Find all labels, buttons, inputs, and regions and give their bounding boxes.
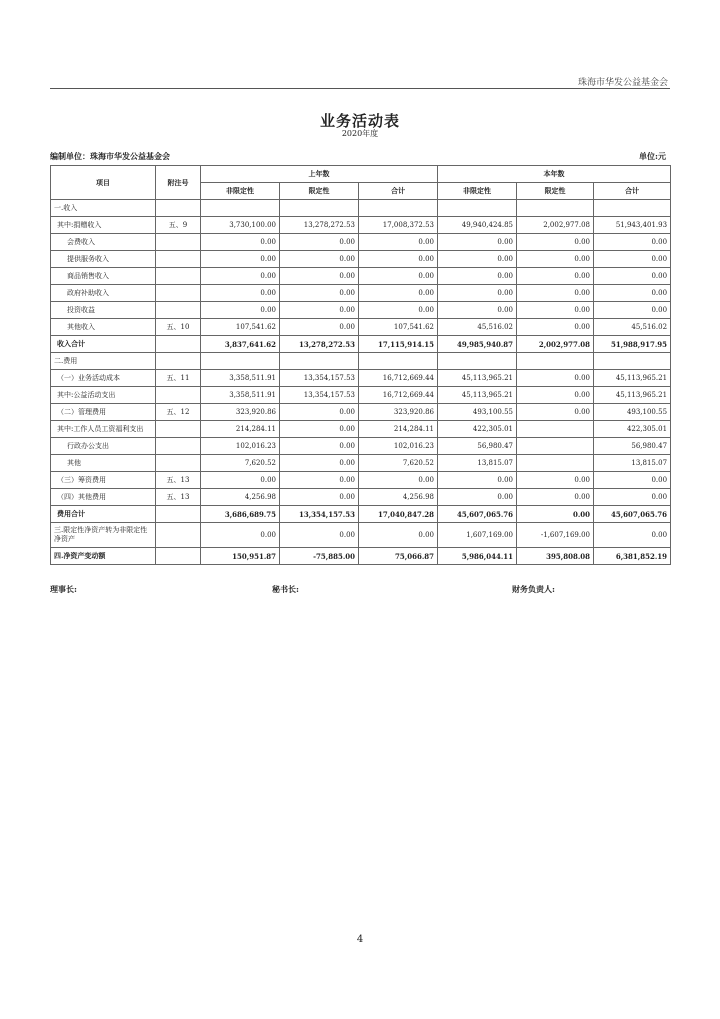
cell-prev-restricted: 0.00 bbox=[280, 234, 359, 251]
cell-curr-total: 51,988,917.95 bbox=[594, 336, 671, 353]
cell-curr-unrestricted: 13,815.07 bbox=[438, 455, 517, 472]
table-row bbox=[51, 506, 671, 523]
header-organization: 珠海市华发公益基金会 bbox=[577, 78, 668, 88]
cell-curr-unrestricted: 0.00 bbox=[438, 285, 517, 302]
finance-signature-label: 财务负责人: bbox=[512, 584, 555, 594]
row-item-label: 三.限定性净资产转为非限定性净资产 bbox=[51, 523, 156, 548]
cell-curr-restricted: 2,002,977.08 bbox=[517, 217, 594, 234]
cell-prev-total: 102,016.23 bbox=[359, 438, 438, 455]
cell-prev-total: 107,541.62 bbox=[359, 319, 438, 336]
cell-prev-unrestricted bbox=[201, 353, 280, 370]
row-note-ref: 五、13 bbox=[156, 489, 201, 506]
cell-prev-total: 17,115,914.15 bbox=[359, 336, 438, 353]
cell-prev-restricted: 0.00 bbox=[280, 285, 359, 302]
table-row bbox=[51, 200, 671, 217]
cell-prev-unrestricted: 7,620.52 bbox=[201, 455, 280, 472]
table-row bbox=[51, 370, 671, 387]
cell-curr-restricted: -1,607,169.00 bbox=[517, 523, 594, 548]
row-note-ref: 五、11 bbox=[156, 370, 201, 387]
cell-curr-restricted: 0.00 bbox=[517, 506, 594, 523]
col-header-item: 项目 bbox=[51, 166, 156, 200]
cell-prev-total: 0.00 bbox=[359, 234, 438, 251]
cell-curr-total: 45,113,965.21 bbox=[594, 387, 671, 404]
row-item-label: 其中:公益活动支出 bbox=[51, 387, 156, 404]
cell-prev-unrestricted: 107,541.62 bbox=[201, 319, 280, 336]
row-note-ref bbox=[156, 200, 201, 217]
table-row bbox=[51, 455, 671, 472]
cell-curr-total: 45,516.02 bbox=[594, 319, 671, 336]
col-header-note: 附注号 bbox=[156, 166, 201, 200]
cell-prev-unrestricted: 3,686,689.75 bbox=[201, 506, 280, 523]
cell-curr-unrestricted: 0.00 bbox=[438, 251, 517, 268]
row-note-ref bbox=[156, 302, 201, 319]
cell-prev-total: 17,008,372.53 bbox=[359, 217, 438, 234]
cell-curr-total: 493,100.55 bbox=[594, 404, 671, 421]
cell-curr-unrestricted: 56,980.47 bbox=[438, 438, 517, 455]
cell-prev-restricted: 0.00 bbox=[280, 404, 359, 421]
cell-prev-total: 0.00 bbox=[359, 523, 438, 548]
cell-curr-total: 0.00 bbox=[594, 523, 671, 548]
cell-prev-total: 75,066.87 bbox=[359, 548, 438, 565]
cell-curr-unrestricted: 5,986,044.11 bbox=[438, 548, 517, 565]
row-note-ref: 五、10 bbox=[156, 319, 201, 336]
row-item-label: 四.净资产变动额 bbox=[51, 548, 156, 565]
cell-prev-unrestricted: 0.00 bbox=[201, 285, 280, 302]
cell-prev-restricted: 13,354,157.53 bbox=[280, 387, 359, 404]
cell-curr-restricted: 0.00 bbox=[517, 319, 594, 336]
cell-prev-restricted: 13,354,157.53 bbox=[280, 506, 359, 523]
cell-prev-total: 16,712,669.44 bbox=[359, 370, 438, 387]
cell-curr-unrestricted: 0.00 bbox=[438, 268, 517, 285]
cell-curr-unrestricted: 0.00 bbox=[438, 234, 517, 251]
row-note-ref bbox=[156, 336, 201, 353]
row-item-label: 其中:捐赠收入 bbox=[51, 217, 156, 234]
cell-prev-total: 0.00 bbox=[359, 472, 438, 489]
row-note-ref: 五、9 bbox=[156, 217, 201, 234]
row-item-label: 提供服务收入 bbox=[51, 251, 156, 268]
cell-curr-total: 6,381,852.19 bbox=[594, 548, 671, 565]
table-row bbox=[51, 548, 671, 565]
table-row bbox=[51, 489, 671, 506]
cell-curr-unrestricted bbox=[438, 353, 517, 370]
cell-prev-total: 17,040,847.28 bbox=[359, 506, 438, 523]
table-row bbox=[51, 302, 671, 319]
cell-curr-unrestricted: 1,607,169.00 bbox=[438, 523, 517, 548]
table-row bbox=[51, 268, 671, 285]
cell-curr-unrestricted: 45,113,965.21 bbox=[438, 387, 517, 404]
cell-prev-restricted: 0.00 bbox=[280, 421, 359, 438]
cell-prev-restricted: 0.00 bbox=[280, 489, 359, 506]
table-row bbox=[51, 353, 671, 370]
table-body bbox=[51, 200, 671, 565]
cell-curr-total: 45,607,065.76 bbox=[594, 506, 671, 523]
cell-prev-total: 0.00 bbox=[359, 285, 438, 302]
cell-curr-restricted: 395,808.08 bbox=[517, 548, 594, 565]
row-item-label: 一.收入 bbox=[51, 200, 156, 217]
row-note-ref bbox=[156, 387, 201, 404]
cell-curr-total: 0.00 bbox=[594, 489, 671, 506]
row-item-label: 会费收入 bbox=[51, 234, 156, 251]
page-number: 4 bbox=[356, 934, 364, 945]
cell-curr-total: 0.00 bbox=[594, 472, 671, 489]
row-item-label: 其他 bbox=[51, 455, 156, 472]
cell-curr-total: 0.00 bbox=[594, 268, 671, 285]
cell-curr-restricted bbox=[517, 421, 594, 438]
row-item-label: 费用合计 bbox=[51, 506, 156, 523]
row-item-label: （三）筹资费用 bbox=[51, 472, 156, 489]
cell-curr-restricted: 0.00 bbox=[517, 387, 594, 404]
cell-curr-unrestricted: 49,985,940.87 bbox=[438, 336, 517, 353]
cell-prev-total bbox=[359, 353, 438, 370]
report-title: 业务活动表 bbox=[319, 112, 400, 130]
cell-curr-restricted bbox=[517, 353, 594, 370]
row-note-ref bbox=[156, 251, 201, 268]
row-note-ref: 五、12 bbox=[156, 404, 201, 421]
row-item-label: 其他收入 bbox=[51, 319, 156, 336]
col-header-prev-unrestricted: 非限定性 bbox=[201, 183, 280, 200]
cell-curr-restricted: 0.00 bbox=[517, 302, 594, 319]
row-item-label: 投资收益 bbox=[51, 302, 156, 319]
table-row bbox=[51, 523, 671, 548]
cell-prev-restricted: 0.00 bbox=[280, 472, 359, 489]
cell-prev-restricted: -75,885.00 bbox=[280, 548, 359, 565]
cell-curr-unrestricted: 0.00 bbox=[438, 302, 517, 319]
cell-curr-restricted: 0.00 bbox=[517, 234, 594, 251]
cell-curr-total bbox=[594, 353, 671, 370]
cell-prev-total: 4,256.98 bbox=[359, 489, 438, 506]
row-item-label: （四）其他费用 bbox=[51, 489, 156, 506]
col-header-prev-total: 合计 bbox=[359, 183, 438, 200]
row-note-ref bbox=[156, 523, 201, 548]
cell-prev-total: 0.00 bbox=[359, 302, 438, 319]
cell-curr-restricted: 0.00 bbox=[517, 285, 594, 302]
row-item-label: 收入合计 bbox=[51, 336, 156, 353]
row-item-label: 其中:工作人员工资福利支出 bbox=[51, 421, 156, 438]
cell-prev-unrestricted: 0.00 bbox=[201, 234, 280, 251]
row-note-ref: 五、13 bbox=[156, 472, 201, 489]
cell-curr-restricted bbox=[517, 438, 594, 455]
cell-curr-total bbox=[594, 200, 671, 217]
cell-curr-unrestricted: 49,940,424.85 bbox=[438, 217, 517, 234]
secretary-signature-label: 秘书长: bbox=[272, 584, 299, 594]
cell-curr-total: 0.00 bbox=[594, 234, 671, 251]
cell-prev-unrestricted: 4,256.98 bbox=[201, 489, 280, 506]
col-group-prev-year: 上年数 bbox=[201, 166, 438, 183]
cell-curr-total: 422,305.01 bbox=[594, 421, 671, 438]
cell-prev-restricted: 13,278,272.53 bbox=[280, 336, 359, 353]
table-row bbox=[51, 387, 671, 404]
cell-curr-total: 13,815.07 bbox=[594, 455, 671, 472]
cell-prev-total: 323,920.86 bbox=[359, 404, 438, 421]
cell-curr-unrestricted: 45,607,065.76 bbox=[438, 506, 517, 523]
table-row bbox=[51, 438, 671, 455]
row-item-label: 商品销售收入 bbox=[51, 268, 156, 285]
table-row bbox=[51, 234, 671, 251]
cell-curr-restricted: 0.00 bbox=[517, 472, 594, 489]
cell-curr-restricted: 0.00 bbox=[517, 489, 594, 506]
cell-prev-unrestricted: 0.00 bbox=[201, 472, 280, 489]
row-note-ref bbox=[156, 455, 201, 472]
cell-prev-restricted: 13,354,157.53 bbox=[280, 370, 359, 387]
table-row bbox=[51, 251, 671, 268]
cell-prev-unrestricted: 0.00 bbox=[201, 268, 280, 285]
cell-prev-restricted bbox=[280, 353, 359, 370]
cell-prev-unrestricted: 102,016.23 bbox=[201, 438, 280, 455]
cell-prev-total: 16,712,669.44 bbox=[359, 387, 438, 404]
table-row bbox=[51, 319, 671, 336]
chairman-signature-label: 理事长: bbox=[50, 584, 77, 594]
currency-unit: 单位:元 bbox=[639, 151, 666, 161]
cell-prev-unrestricted: 3,730,100.00 bbox=[201, 217, 280, 234]
cell-prev-restricted: 0.00 bbox=[280, 302, 359, 319]
row-note-ref bbox=[156, 548, 201, 565]
table-row bbox=[51, 404, 671, 421]
cell-prev-unrestricted: 3,358,511.91 bbox=[201, 387, 280, 404]
activity-table bbox=[50, 165, 671, 565]
cell-curr-restricted bbox=[517, 200, 594, 217]
table-row bbox=[51, 217, 671, 234]
cell-prev-restricted: 0.00 bbox=[280, 268, 359, 285]
row-item-label: 行政办公支出 bbox=[51, 438, 156, 455]
cell-curr-restricted: 0.00 bbox=[517, 404, 594, 421]
row-item-label: （一）业务活动成本 bbox=[51, 370, 156, 387]
cell-curr-total: 51,943,401.93 bbox=[594, 217, 671, 234]
cell-prev-total: 0.00 bbox=[359, 268, 438, 285]
cell-prev-unrestricted: 3,358,511.91 bbox=[201, 370, 280, 387]
cell-curr-restricted: 0.00 bbox=[517, 370, 594, 387]
col-header-curr-restricted: 限定性 bbox=[517, 183, 594, 200]
cell-curr-unrestricted: 493,100.55 bbox=[438, 404, 517, 421]
col-header-prev-restricted: 限定性 bbox=[280, 183, 359, 200]
cell-prev-total: 214,284.11 bbox=[359, 421, 438, 438]
row-note-ref bbox=[156, 438, 201, 455]
cell-curr-total: 0.00 bbox=[594, 302, 671, 319]
cell-curr-total: 0.00 bbox=[594, 285, 671, 302]
cell-prev-unrestricted bbox=[201, 200, 280, 217]
cell-prev-unrestricted: 3,837,641.62 bbox=[201, 336, 280, 353]
row-note-ref bbox=[156, 285, 201, 302]
report-year: 2020年度 bbox=[341, 129, 379, 138]
cell-curr-unrestricted: 0.00 bbox=[438, 472, 517, 489]
cell-curr-unrestricted: 0.00 bbox=[438, 489, 517, 506]
cell-prev-restricted: 0.00 bbox=[280, 523, 359, 548]
cell-curr-unrestricted: 45,113,965.21 bbox=[438, 370, 517, 387]
row-note-ref bbox=[156, 268, 201, 285]
table-row bbox=[51, 285, 671, 302]
cell-curr-unrestricted bbox=[438, 200, 517, 217]
cell-prev-unrestricted: 0.00 bbox=[201, 523, 280, 548]
cell-curr-restricted: 2,002,977.08 bbox=[517, 336, 594, 353]
cell-prev-unrestricted: 150,951.87 bbox=[201, 548, 280, 565]
cell-prev-unrestricted: 0.00 bbox=[201, 302, 280, 319]
cell-curr-total: 56,980.47 bbox=[594, 438, 671, 455]
table-row bbox=[51, 421, 671, 438]
cell-curr-total: 45,113,965.21 bbox=[594, 370, 671, 387]
row-note-ref bbox=[156, 353, 201, 370]
cell-prev-restricted: 0.00 bbox=[280, 319, 359, 336]
cell-prev-restricted: 13,278,272.53 bbox=[280, 217, 359, 234]
row-note-ref bbox=[156, 421, 201, 438]
row-item-label: 政府补助收入 bbox=[51, 285, 156, 302]
cell-curr-restricted: 0.00 bbox=[517, 251, 594, 268]
row-note-ref bbox=[156, 506, 201, 523]
cell-prev-restricted bbox=[280, 200, 359, 217]
col-header-curr-total: 合计 bbox=[594, 183, 671, 200]
row-item-label: 二.费用 bbox=[51, 353, 156, 370]
cell-prev-total: 7,620.52 bbox=[359, 455, 438, 472]
cell-prev-unrestricted: 323,920.86 bbox=[201, 404, 280, 421]
row-note-ref bbox=[156, 234, 201, 251]
table-row bbox=[51, 472, 671, 489]
preparing-unit: 编制单位：珠海市华发公益基金会 bbox=[50, 151, 170, 161]
cell-curr-restricted bbox=[517, 455, 594, 472]
cell-prev-total bbox=[359, 200, 438, 217]
cell-curr-total: 0.00 bbox=[594, 251, 671, 268]
col-header-curr-unrestricted: 非限定性 bbox=[438, 183, 517, 200]
cell-prev-unrestricted: 214,284.11 bbox=[201, 421, 280, 438]
cell-curr-unrestricted: 422,305.01 bbox=[438, 421, 517, 438]
cell-curr-unrestricted: 45,516.02 bbox=[438, 319, 517, 336]
col-group-curr-year: 本年数 bbox=[438, 166, 671, 183]
header-divider bbox=[50, 88, 670, 89]
cell-prev-restricted: 0.00 bbox=[280, 251, 359, 268]
row-item-label: （二）管理费用 bbox=[51, 404, 156, 421]
cell-prev-total: 0.00 bbox=[359, 251, 438, 268]
cell-curr-restricted: 0.00 bbox=[517, 268, 594, 285]
cell-prev-restricted: 0.00 bbox=[280, 455, 359, 472]
table-row bbox=[51, 336, 671, 353]
cell-prev-unrestricted: 0.00 bbox=[201, 251, 280, 268]
cell-prev-restricted: 0.00 bbox=[280, 438, 359, 455]
